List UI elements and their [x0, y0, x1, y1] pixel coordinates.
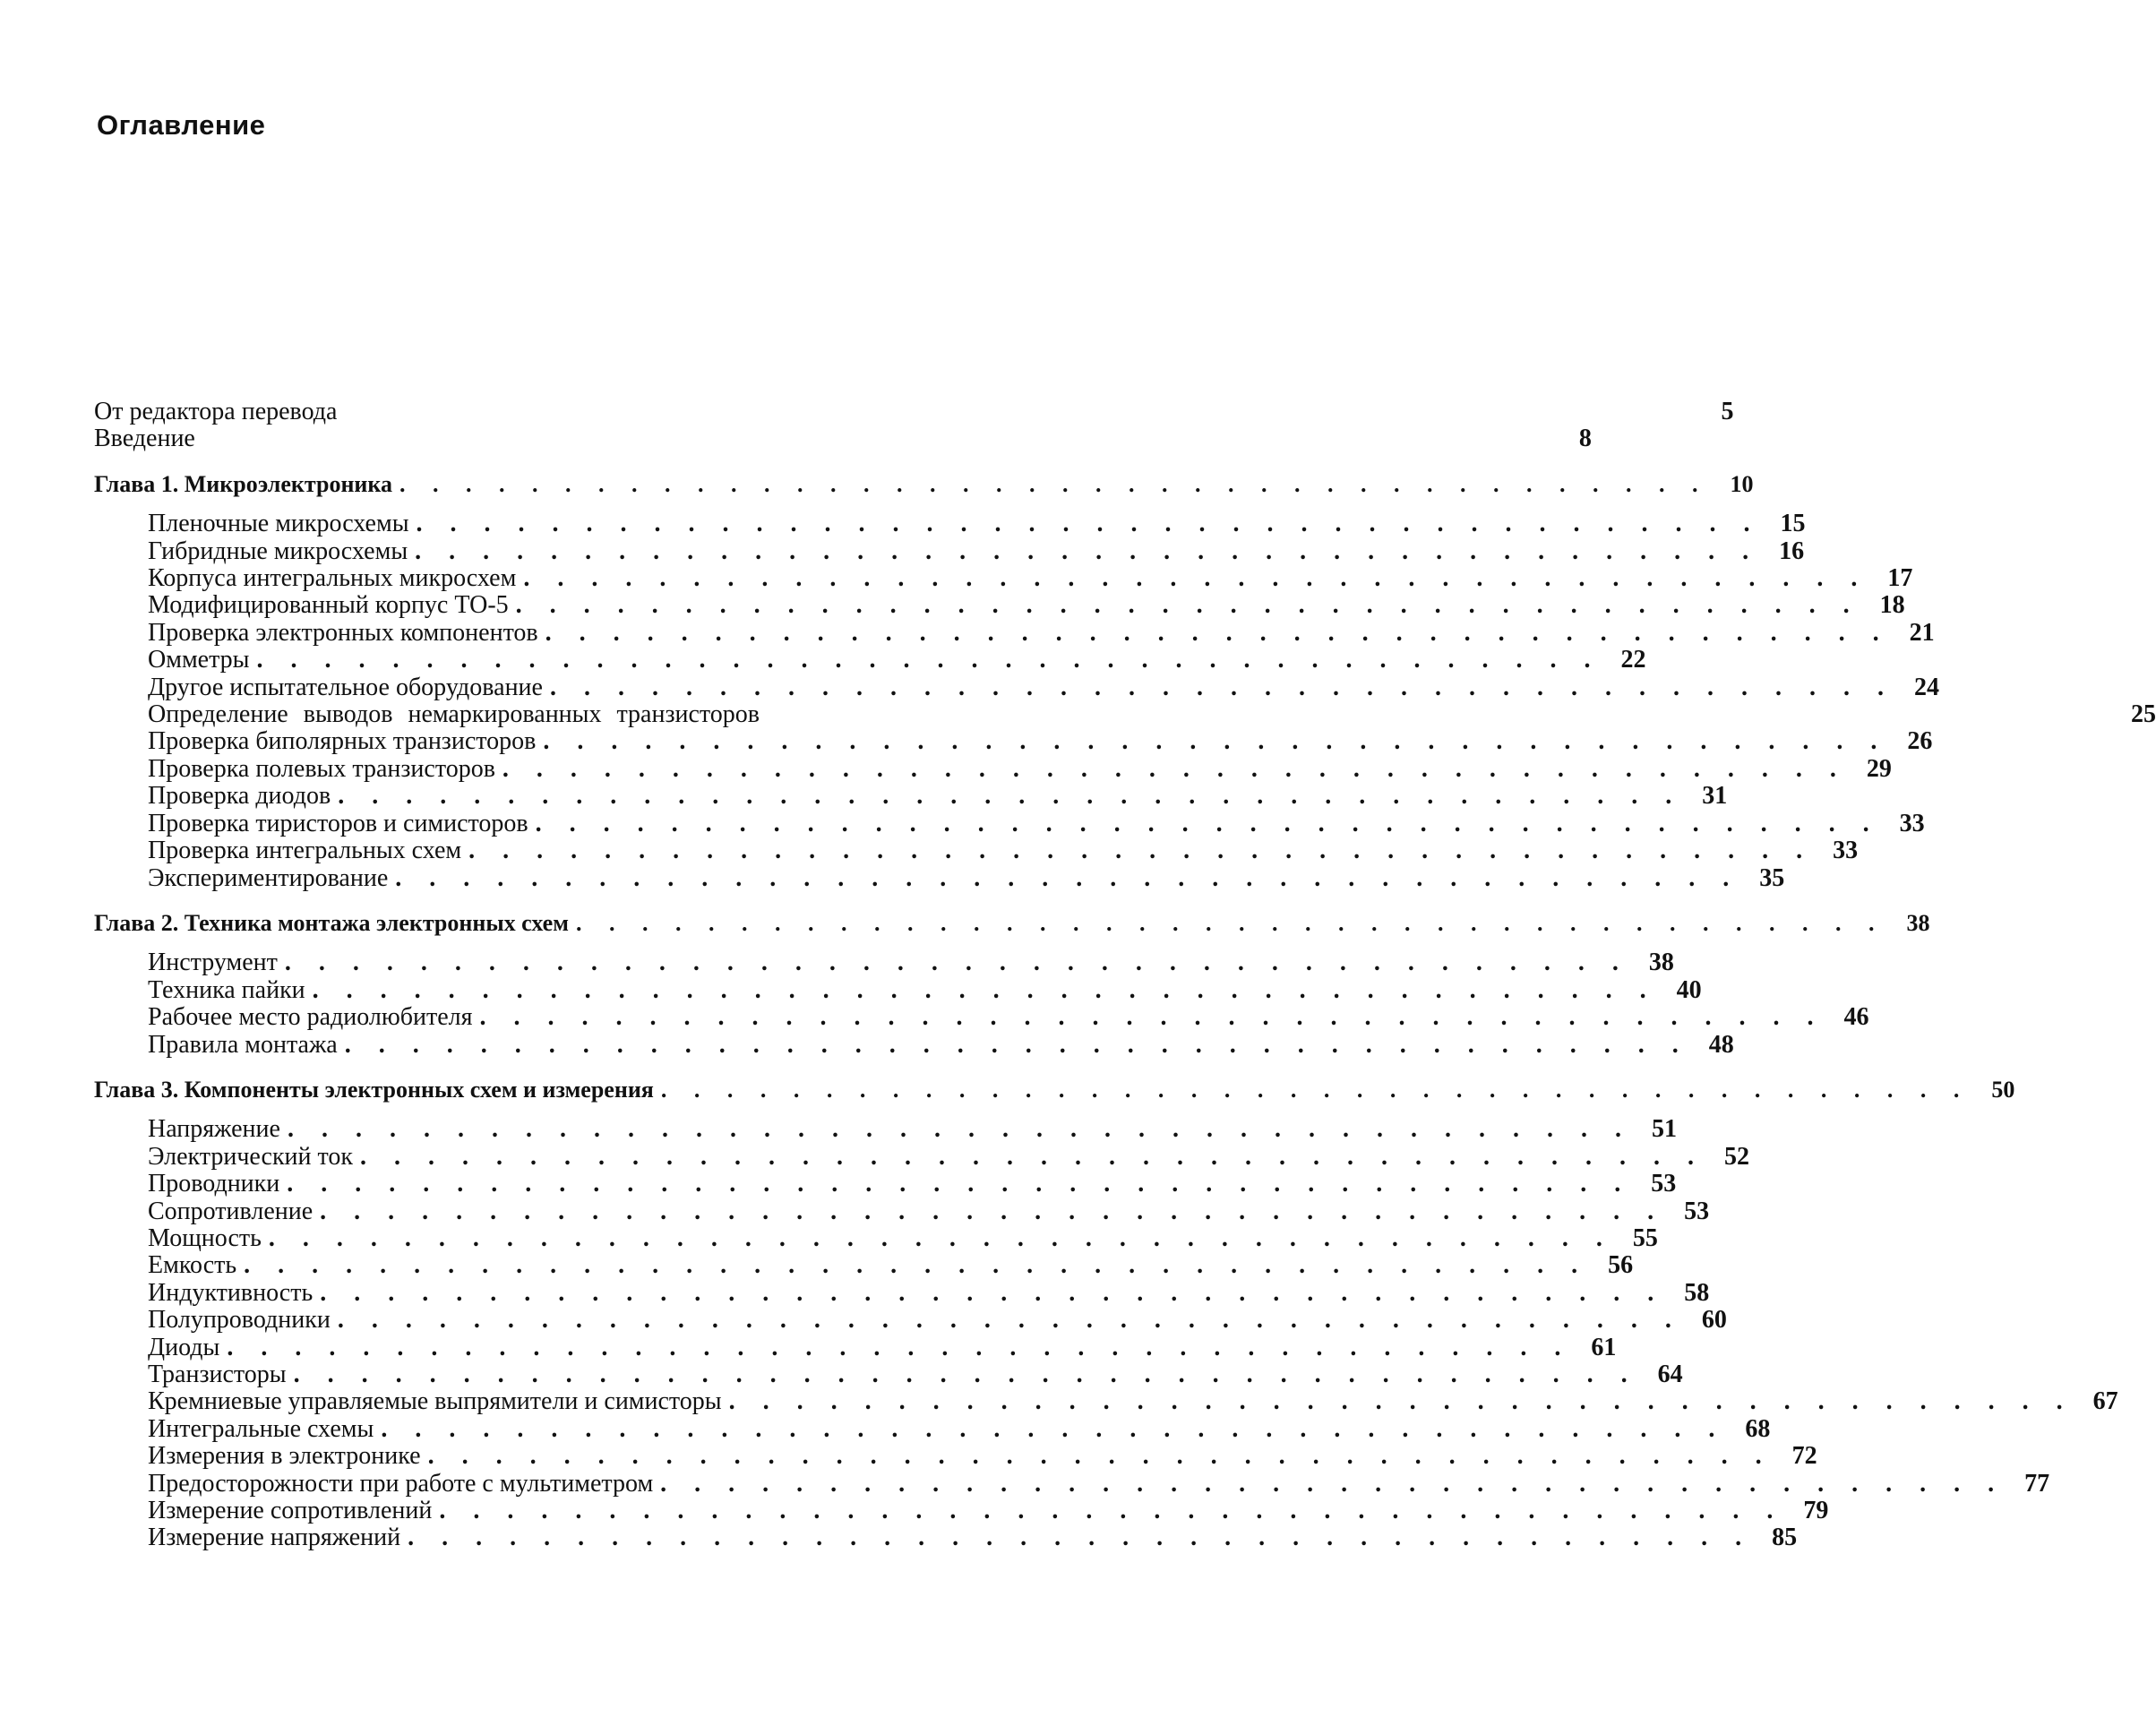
dot-leader: . . . . . . . . . . . . . . . . . . . . . . . . . . . . . . . . . . . . . . . .	[523, 564, 1868, 593]
toc-entry-title: Глава 3. Компоненты электронных схем и измерения	[94, 1076, 654, 1103]
toc-entry-title: Проверка полевых транзисторов	[148, 754, 495, 783]
toc-chapter-entry	[94, 470, 1754, 498]
dot-leader: . . . . . . . . . . . . . . . . . . . . . . . . . . . . . . . . . . . . . . . .	[415, 537, 1760, 565]
dot-leader: . . . . . . . . . . . . . . . . . . . . . . . . . . . . . . . . . . . . . . . .	[320, 1278, 1665, 1307]
dot-leader: . . . . . . . . . . . . . . . . . . . . . . . . . . . . . . . . . . . . . . . .	[360, 1142, 1705, 1171]
dot-leader: . . . . . . . . . . . . . . . . . . . . . . . . . . . . . . . . . . . . . . . .	[337, 1306, 1682, 1335]
dot-leader: . . . . . . . . . . . . . . . . . . . . . . . . . . . . . . . . . . . . . . . .	[381, 1414, 1726, 1443]
toc-entry-title: Определение выводов немаркированных транзисторов	[148, 700, 760, 729]
toc-entry-title: Измерение напряжений	[148, 1524, 401, 1552]
toc-entry-title: Измерения в электронике	[148, 1442, 421, 1471]
toc-page-number: 55	[1632, 1223, 1658, 1252]
toc-section-entry	[94, 782, 1728, 811]
toc-section-entry	[94, 975, 1702, 1004]
toc-entry-title: Емкость	[148, 1251, 237, 1280]
toc-entry-title: Напряжение	[148, 1115, 280, 1144]
dot-leader: . . . . . . . . . . . . . . . . . . . . . . . . . . . . . . . . . . . . . . . .	[427, 1442, 1773, 1471]
toc-section-entry	[94, 646, 1646, 674]
toc-section-entry	[94, 1251, 1634, 1280]
toc-page-number: 38	[1906, 909, 1930, 936]
toc-section-entry	[94, 863, 1785, 892]
toc-page-number: 48	[1708, 1030, 1734, 1059]
toc-entry-title: Проверка биполярных транзисторов	[148, 727, 537, 756]
dot-leader: . . . . . . . . . . . . . . . . . . . . . . . . . . . . . . . . . . . . . . . .	[545, 618, 1890, 647]
dot-leader: . . . . . . . . . . . . . . . . . . . . . . . . . . . . . . . . . . . . . . . .	[312, 975, 1657, 1004]
toc-page-number: 51	[1651, 1115, 1677, 1144]
dot-leader: . . . . . . . . . . . . . . . . . . . . . . . . . . . . . . . . . . . . . . . .	[468, 837, 1814, 865]
toc-section-entry	[94, 1442, 1817, 1471]
dot-leader: . . . . . . . . . . . . . . . . . . . . . . . . . . . . . . . . . . . . . . . .	[227, 1333, 1572, 1361]
toc-section-entry	[94, 1278, 1710, 1307]
toc-section-entry	[94, 1115, 1677, 1144]
toc-page-number: 17	[1887, 564, 1913, 593]
toc-page-number: 60	[1701, 1306, 1727, 1335]
toc-chapter-entry	[94, 909, 1930, 937]
toc-entry-title: Омметры	[148, 646, 250, 674]
dot-leader: . . . . . . . . . . . . . . . . . . . . . . . . . . . . . . . . . . . . . . . .	[293, 1361, 1638, 1388]
toc-entry-title: Индуктивность	[148, 1278, 314, 1307]
toc-front-entry	[94, 425, 1592, 453]
toc-front-entry	[94, 398, 1734, 425]
toc-page-number: 46	[1843, 1003, 1869, 1032]
toc-entry-title: Введение	[94, 425, 195, 453]
dot-leader: . . . . . . . . . . . . . . . . . . . . . . . . . . . . . . . . . . . . . . . .	[660, 1076, 1971, 1103]
toc-page-number: 31	[1702, 782, 1728, 811]
toc-page-number: 53	[1651, 1170, 1677, 1198]
toc-page-number: 68	[1745, 1414, 1771, 1443]
toc-section-entry	[94, 809, 1925, 837]
toc-entry-title: Экспериментирование	[148, 863, 389, 892]
toc-section-entry	[94, 1414, 1771, 1443]
toc-entry-title: Глава 2. Техника монтажа электронных схем	[94, 909, 569, 936]
toc-section-entry	[94, 754, 1892, 783]
toc-page-number: 25	[2131, 700, 2156, 729]
toc-section-entry	[94, 837, 1859, 865]
dot-leader: . . . . . . . . . . . . . . . . . . . . . . . . . . . . . . . . . . . . . . . .	[502, 754, 1847, 783]
toc-entry-title: Проверка электронных компонентов	[148, 618, 538, 647]
dot-leader: . . . . . . . . . . . . . . . . . . . . . . . . . . . . . . . . . . . . . . . .	[575, 909, 1885, 936]
toc-entry-title: Гибридные микросхемы	[148, 537, 408, 565]
dot-leader: . . . . . . . . . . . . . . . . . . . . . . . . . . . . . . . . . . . . . . . .	[728, 1387, 2074, 1416]
toc-entry-title: Корпуса интегральных микросхем	[148, 564, 517, 593]
dot-leader: . . . . . . . . . . . . . . . . . . . . . . . . . . . . . . . . . . . . . . . .	[284, 949, 1629, 977]
toc-entry-title: Глава 1. Микроэлектроника	[94, 470, 392, 497]
toc-page-number: 50	[1991, 1076, 2015, 1103]
toc-section-entry	[94, 564, 1913, 593]
toc-page-number: 52	[1724, 1142, 1749, 1171]
toc-section-entry	[94, 727, 1933, 756]
table-of-contents	[94, 398, 2156, 1552]
toc-section-entry	[94, 1197, 1710, 1225]
dot-leader: . . . . . . . . . . . . . . . . . . . . . . . . . . . . . . . . . . . . . . . .	[535, 809, 1880, 837]
toc-page-number: 29	[1866, 754, 1892, 783]
toc-section-entry	[94, 537, 1805, 565]
toc-page-number: 77	[2024, 1469, 2050, 1498]
toc-page-number: 72	[1791, 1442, 1817, 1471]
toc-page-number: 21	[1909, 618, 1935, 647]
toc-section-entry	[94, 1142, 1749, 1171]
toc-page-number: 61	[1591, 1333, 1617, 1361]
toc-section-entry	[94, 1306, 1727, 1335]
toc-page-number: 56	[1608, 1251, 1634, 1280]
dot-leader: . . . . . . . . . . . . . . . . . . . . . . . . . . . . . . . . . . . . . . . .	[549, 673, 1894, 701]
toc-page-number: 64	[1657, 1361, 1683, 1388]
toc-section-entry	[94, 618, 1935, 647]
toc-page-number: 85	[1772, 1524, 1798, 1552]
toc-page-number: 53	[1684, 1197, 1710, 1225]
toc-chapter-entry	[94, 1076, 2015, 1103]
toc-page-number: 22	[1620, 646, 1646, 674]
toc-entry-title: Диоды	[148, 1333, 220, 1361]
toc-section-entry	[94, 1030, 1734, 1059]
dot-leader: . . . . . . . . . . . . . . . . . . . . . . . . . . . . . . . . . . . . . . . .	[439, 1497, 1784, 1525]
dot-leader: . . . . . . . . . . . . . . . . . . . . . . . . . . . . . . . . . . . . . . . .	[320, 1197, 1665, 1225]
toc-section-entry	[94, 1223, 1658, 1252]
dot-leader: . . . . . . . . . . . . . . . . . . . . . . . . . . . . . . . . . . . . . . . .	[287, 1170, 1632, 1198]
dot-leader: . . . . . . . . . . . . . . . . . . . . . . . . . . . . . . . . . . . . . . . .	[244, 1251, 1589, 1280]
dot-leader: . . . . . . . . . . . . . . . . . . . . . . . . . . . . . . . . . . . . . . . .	[344, 1030, 1689, 1059]
toc-entry-title: Электрический ток	[148, 1142, 353, 1171]
toc-section-entry	[94, 1524, 1798, 1552]
toc-section-entry	[94, 1387, 2118, 1416]
dot-leader: . . . . . . . . . . . . . . . . . . . . . . . . . . . . . . . . . . . . . . . .	[515, 591, 1860, 620]
dot-leader: . . . . . . . . . . . . . . . . . . . . . . . . . . . . . . . . . . . . . . . .	[395, 863, 1740, 892]
toc-section-entry	[94, 1497, 1829, 1525]
dot-leader: . . . . . . . . . . . . . . . . . . . . . . . . . . . . . . . . . . . . . . . .	[416, 510, 1761, 538]
toc-entry-title: Инструмент	[148, 949, 278, 977]
page-title: Оглавление	[97, 109, 266, 141]
toc-page-number: 40	[1676, 975, 1702, 1004]
toc-page-number: 18	[1879, 591, 1905, 620]
dot-leader: . . . . . . . . . . . . . . . . . . . . . . . . . . . . . . . . . . . . . . . .	[256, 646, 1602, 674]
toc-page-number: 26	[1907, 727, 1933, 756]
toc-section-entry	[94, 949, 1674, 977]
toc-page-number: 16	[1779, 537, 1805, 565]
toc-entry-title: Проверка тиристоров и симисторов	[148, 809, 528, 837]
toc-section-entry	[94, 700, 2156, 729]
toc-section-entry	[94, 1333, 1617, 1361]
toc-entry-title: Предосторожности при работе с мультиметром	[148, 1469, 654, 1498]
toc-entry-title: Другое испытательное оборудование	[148, 673, 543, 701]
toc-page-number: 24	[1913, 673, 1939, 701]
toc-section-entry	[94, 1469, 2050, 1498]
toc-entry-title: Рабочее место радиолюбителя	[148, 1003, 473, 1032]
toc-entry-title: От редактора перевода	[94, 398, 338, 425]
toc-entry-title: Техника пайки	[148, 975, 305, 1004]
toc-entry-title: Интегральные схемы	[148, 1414, 374, 1443]
toc-entry-title: Транзисторы	[148, 1361, 287, 1388]
toc-page-number: 33	[1899, 809, 1925, 837]
toc-page-number: 35	[1759, 863, 1785, 892]
toc-entry-title: Проводники	[148, 1170, 280, 1198]
dot-leader: . . . . . . . . . . . . . . . . . . . . . . . . . . . . . . . . . . . . . . . .	[399, 470, 1709, 497]
dot-leader: . . . . . . . . . . . . . . . . . . . . . . . . . . . . . . . . . . . . . . . .	[268, 1223, 1613, 1252]
dot-leader: . . . . . . . . . . . . . . . . . . . . . . . . . . . . . . . . . . . . . . . .	[543, 727, 1888, 756]
toc-page-number: 8	[1578, 425, 1592, 453]
toc-page-number: 33	[1833, 837, 1859, 865]
toc-page-number: 79	[1803, 1497, 1829, 1525]
dot-leader: . . . . . . . . . . . . . . . . . . . . . . . . . . . . . . . . . . . . . . . .	[287, 1115, 1632, 1144]
toc-entry-title: Измерение сопротивлений	[148, 1497, 433, 1525]
dot-leader: . . . . . . . . . . . . . . . . . . . . . . . . . . . . . . . . . . . . . . . .	[408, 1524, 1753, 1552]
toc-entry-title: Полупроводники	[148, 1306, 331, 1335]
toc-entry-title: Правила монтажа	[148, 1030, 338, 1059]
toc-section-entry	[94, 1170, 1677, 1198]
toc-page-number: 5	[1721, 398, 1734, 425]
toc-section-entry	[94, 673, 1939, 701]
toc-section-entry	[94, 1003, 1869, 1032]
toc-entry-title: Мощность	[148, 1223, 262, 1252]
toc-page-number: 10	[1730, 470, 1754, 497]
dot-leader: . . . . . . . . . . . . . . . . . . . . . . . . . . . . . . . . . . . . . . . .	[479, 1003, 1825, 1032]
toc-page-number: 15	[1780, 510, 1806, 538]
toc-section-entry	[94, 510, 1806, 538]
dot-leader: . . . . . . . . . . . . . . . . . . . . . . . . . . . . . . . . . . . . . . . .	[660, 1469, 2006, 1498]
toc-entry-title: Сопротивление	[148, 1197, 314, 1225]
toc-entry-title: Модифицированный корпус ТО-5	[148, 591, 509, 620]
toc-page-number: 67	[2092, 1387, 2118, 1416]
toc-page-number: 38	[1648, 949, 1674, 977]
toc-section-entry	[94, 1361, 1683, 1388]
toc-entry-title: Проверка диодов	[148, 782, 331, 811]
toc-entry-title: Кремниевые управляемые выпрямители и симисторы	[148, 1387, 722, 1416]
toc-entry-title: Проверка интегральных схем	[148, 837, 462, 865]
toc-section-entry	[94, 591, 1905, 620]
dot-leader: . . . . . . . . . . . . . . . . . . . . . . . . . . . . . . . . . . . . . . . .	[338, 782, 1683, 811]
toc-page-number: 58	[1684, 1278, 1710, 1307]
toc-entry-title: Пленочные микросхемы	[148, 510, 409, 538]
